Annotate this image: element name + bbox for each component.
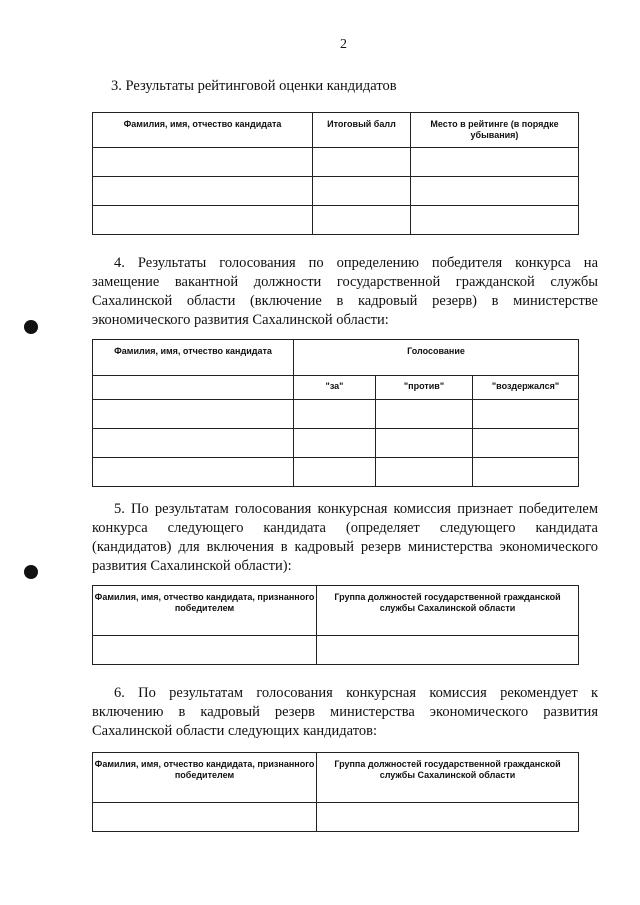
voting-col-name: Фамилия, имя, отчество кандидата: [93, 340, 294, 376]
table-row: [93, 177, 579, 206]
page-number: 2: [340, 37, 347, 52]
punch-hole-mark: [24, 320, 38, 334]
rating-table: [92, 112, 579, 235]
section-3-title: 3. Результаты рейтинговой оценки кандидатов: [111, 78, 397, 94]
punch-hole-mark: [24, 565, 38, 579]
reserve-table: [92, 752, 579, 832]
table-row: [93, 148, 579, 177]
table-row: [93, 803, 579, 832]
winner-col-name: Фамилия, имя, отчество кандидата, признанного победителем: [93, 586, 317, 636]
vote-abstain-header: "воздержался": [473, 376, 579, 400]
reserve-col-group: Группа должностей государственной гражданской службы Сахалинской области: [317, 753, 579, 803]
table-row: [93, 400, 579, 429]
table-row: [93, 636, 579, 665]
voting-col-vote: Голосование: [294, 340, 579, 376]
rating-col-score: Итоговый балл: [313, 113, 411, 148]
section-6-text: 6. По результатам голосования конкурсная комиссия рекомендует к включению в кадровый резерв министерства экономического развития Сахалинской области следующих кандидатов:: [92, 685, 598, 739]
winner-table: [92, 585, 579, 665]
table-row: [93, 458, 579, 487]
table-row: [93, 429, 579, 458]
voting-table: [92, 339, 579, 487]
winner-col-group: Группа должностей государственной гражданской службы Сахалинской области: [317, 586, 579, 636]
vote-against-header: "против": [376, 376, 473, 400]
rating-col-name: Фамилия, имя, отчество кандидата: [93, 113, 313, 148]
reserve-col-name: Фамилия, имя, отчество кандидата, признанного победителем: [93, 753, 317, 803]
section-5-text: 5. По результатам голосования конкурсная комиссия признает победителем конкурса следующего кандидата (определяет следующего кандидата (кандидатов) для включения в кадровый резерв министерства экономического развития Сахалинской области):: [92, 501, 598, 574]
vote-for-header: "за": [294, 376, 376, 400]
section-4-text: 4. Результаты голосования по определению победителя конкурса на замещение вакантной должности государственной гражданской службы Сахалинской области (включение в кадровый резерв) в министерстве экономического развития Сахалинской области:: [92, 255, 598, 328]
rating-col-place: Место в рейтинге (в порядке убывания): [411, 113, 579, 148]
table-row: [93, 206, 579, 235]
